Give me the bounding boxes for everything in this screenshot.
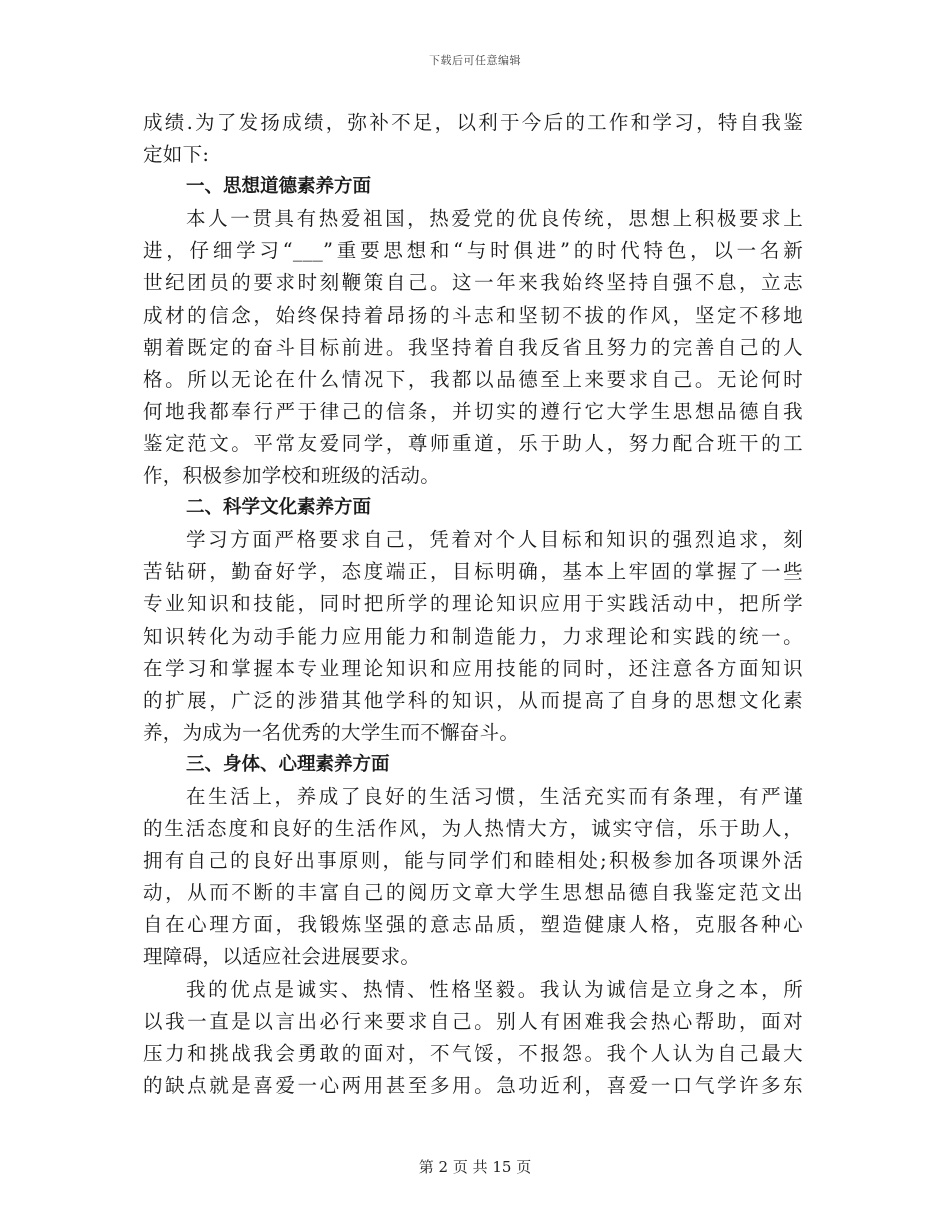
text-line: 本人一贯具有热爱祖国，热爱党的优良传统，思想上积极要求上 (186, 207, 803, 231)
page-number: 第 2 页 共 15 页 (418, 1158, 532, 1176)
document-body (143, 107, 803, 1102)
text-line: 苦钻研，勤奋好学，态度端正，目标明确，基本上牢固的掌握了一些 (143, 560, 803, 584)
text-line: 拥有自己的良好出事原则，能与同学们和睦相处;积极参加各项课外活 (143, 849, 803, 873)
text-line: 进，仔细学习“___”重要思想和“与时俱进”的时代特色，以一名新 (143, 239, 803, 263)
text-line: 朝着既定的奋斗目标前进。我坚持着自我反省且努力的完善自己的人 (143, 335, 803, 359)
text-line: 世纪团员的要求时刻鞭策自己。这一年来我始终坚持自强不息，立志 (143, 271, 803, 295)
text-line: 动，从而不断的丰富自己的阅历文章大学生思想品德自我鉴定范文出 (143, 881, 803, 905)
text-line: 知识转化为动手能力应用能力和制造能力，力求理论和实践的统一。 (143, 624, 803, 648)
text-line: 学习方面严格要求自己，凭着对个人目标和知识的强烈追求，刻 (186, 528, 803, 552)
text-line: 成绩.为了发扬成绩，弥补不足，以利于今后的工作和学习，特自我鉴 (143, 111, 803, 134)
text-line: 的扩展，广泛的涉猎其他学科的知识，从而提高了自身的思想文化素 (143, 688, 803, 712)
text-line: 专业知识和技能，同时把所学的理论知识应用于实践活动中，把所学 (143, 592, 803, 616)
text-line: 理障碍，以适应社会进展要求。 (143, 945, 421, 969)
text-line: 定如下: (143, 143, 210, 167)
text-line: 以我一直是以言出必行来要求自己。别人有困难我会热心帮助，面对 (143, 1009, 803, 1033)
text-line: 的缺点就是喜爱一心两用甚至多用。急功近利，喜爱一口气学许多东 (143, 1073, 803, 1097)
text-line: 的生活态度和良好的生活作风，为人热情大方，诚实守信，乐于助人， (143, 817, 803, 841)
section-heading: 二、科学文化素养方面 (186, 497, 372, 519)
text-line: 在学习和掌握本专业理论知识和应用技能的同时，还注意各方面知识 (143, 656, 803, 680)
text-line: 压力和挑战我会勇敢的面对，不气馁，不报怨。我个人认为自己最大 (143, 1041, 803, 1065)
text-line: 何地我都奉行严于律己的信条，并切实的遵行它大学生思想品德自我 (143, 399, 803, 423)
section-heading: 三、身体、心理素养方面 (186, 753, 390, 775)
text-line: 格。所以无论在什么情况下，我都以品德至上来要求自己。无论何时 (143, 367, 803, 391)
text-line: 作，积极参加学校和班级的活动。 (143, 464, 441, 488)
text-line: 养，为成为一名优秀的大学生而不懈奋斗。 (143, 720, 520, 744)
text-line: 在生活上，养成了良好的生活习惯，生活充实而有条理，有严谨 (186, 784, 803, 808)
text-line: 我的优点是诚实、热情、性格坚毅。我认为诚信是立身之本，所 (186, 977, 803, 1001)
text-line: 自在心理方面，我锻炼坚强的意志品质，塑造健康人格，克服各种心 (143, 913, 803, 937)
text-line: 成材的信念，始终保持着昂扬的斗志和坚韧不拔的作风，坚定不移地 (143, 303, 803, 327)
text-line: 鉴定范文。平常友爱同学，尊师重道，乐于助人，努力配合班干的工 (143, 431, 803, 455)
section-heading: 一、思想道德素养方面 (186, 176, 372, 198)
page-header: 下载后可任意编辑 (429, 54, 521, 67)
